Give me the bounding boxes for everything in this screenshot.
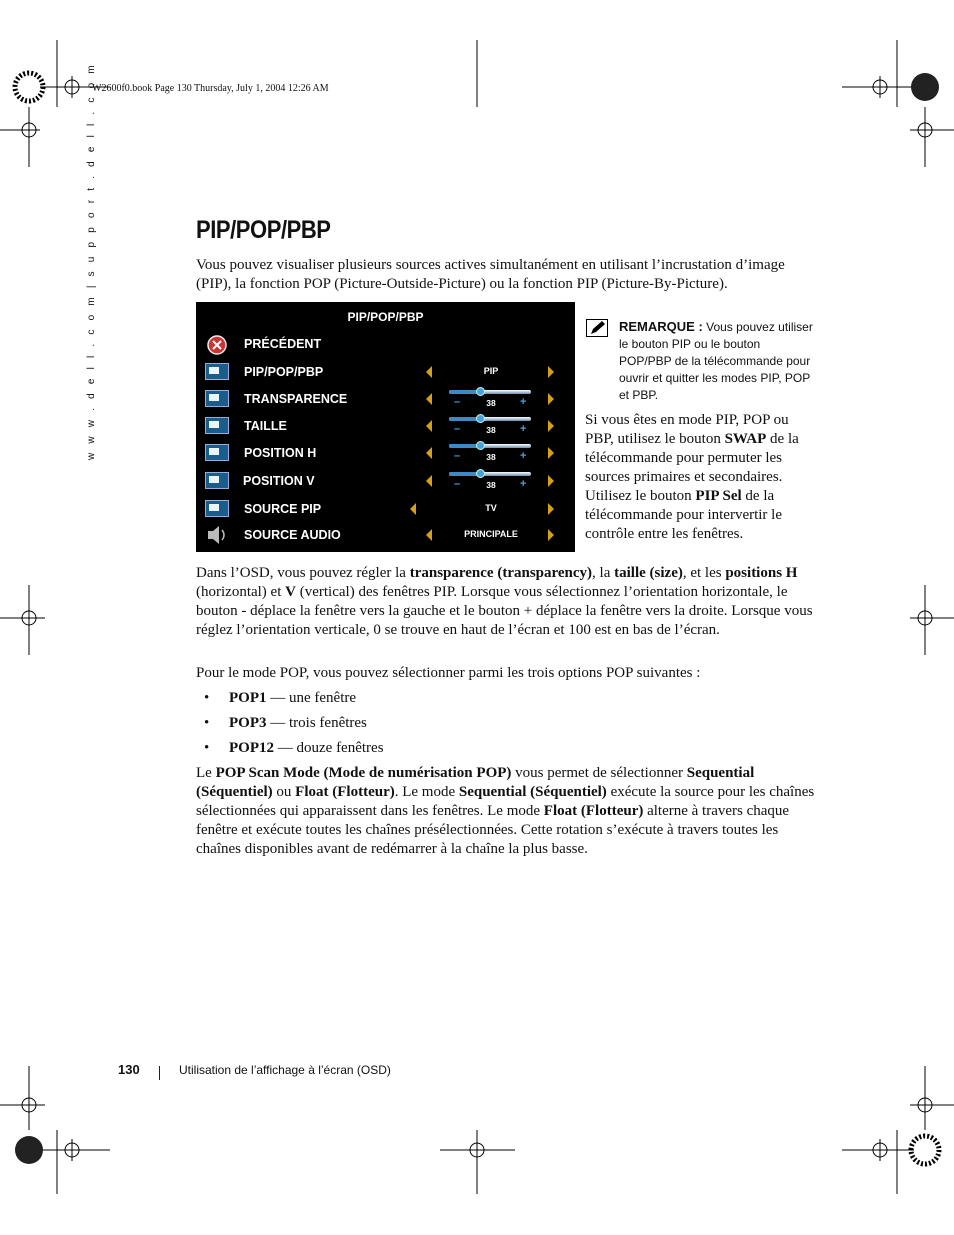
side-url: w w w . d e l l . c o m | s u p p o r t . d e l l . c o m	[86, 62, 97, 460]
bullet-icon: •	[204, 740, 210, 756]
osd-header: PIP/POP/PBP	[347, 310, 424, 324]
right-arrow-icon	[548, 503, 554, 515]
osd-label: PRÉCÉDENT	[244, 337, 322, 351]
bold-span: Float (Flotteur)	[543, 803, 644, 819]
text-span: exécute la source pour les chaînes sélectionnées qui apparaissent dans les fenêtres. Le mode	[196, 784, 815, 819]
pop-scan-paragraph	[196, 764, 816, 859]
plus-icon: +	[520, 450, 527, 462]
plus-icon: +	[520, 396, 527, 408]
text-span: , et les	[682, 565, 726, 581]
pop-mode-paragraph: Pour le mode POP, vous pouvez sélectionner parmi les trois options POP suivantes :	[196, 665, 701, 681]
transparency-icon	[205, 390, 229, 407]
note-label: REMARQUE :	[619, 319, 703, 334]
osd-row-source-audio	[196, 523, 575, 549]
footer-divider	[159, 1066, 160, 1080]
source-pip-icon	[205, 500, 229, 517]
text-span: Si vous êtes en mode PIP, POP ou PBP, utilisez le bouton	[585, 412, 789, 447]
osd-slider-value: 38	[486, 398, 496, 408]
note-body: Vous pouvez utiliser le bouton PIP ou le bouton POP/PBP de la télécommande pour ouvrir et quitter les modes PIP, POP et PBP.	[619, 320, 813, 402]
osd-row-pip-mode	[196, 360, 575, 386]
osd-slider	[449, 444, 531, 448]
bold-span: Sequential (Séquentiel)	[196, 765, 755, 800]
left-arrow-icon	[426, 529, 432, 541]
bold-span: POP12	[229, 740, 274, 756]
text-span: vous permet de sélectionner	[511, 765, 687, 781]
bold-span: POP Scan Mode (Mode de numérisation POP)	[215, 765, 512, 781]
osd-slider	[449, 390, 531, 394]
file-header-info: W2600f0.book Page 130 Thursday, July 1, 2004 12:26 AM	[92, 83, 329, 94]
bold-span: positions H	[725, 565, 798, 581]
osd-row-transparency	[196, 387, 575, 413]
right-arrow-icon	[548, 420, 554, 432]
note-text	[619, 318, 814, 404]
osd-slider	[449, 472, 531, 476]
bullet-icon: •	[204, 715, 210, 731]
text-span: de la télécommande pour permuter les sources primaires et secondaires. Utilisez le bouton	[585, 431, 799, 504]
pip-icon	[205, 363, 229, 380]
speaker-icon	[205, 523, 229, 547]
osd-adjust-paragraph	[196, 564, 816, 640]
bold-span: PIP Sel	[695, 488, 742, 504]
plus-icon: +	[520, 478, 527, 490]
page-title: PIP/POP/PBP	[196, 216, 331, 244]
minus-icon: –	[454, 478, 461, 490]
osd-row-position-v	[196, 469, 575, 495]
text-span: ou	[272, 784, 296, 800]
bold-span: POP1	[229, 690, 267, 706]
osd-label: TAILLE	[244, 419, 287, 433]
bold-span: Sequential (Séquentiel)	[458, 784, 607, 800]
osd-value: PIP	[483, 366, 499, 376]
osd-label: POSITION V	[243, 474, 315, 488]
minus-icon: –	[454, 423, 461, 435]
osd-label: SOURCE PIP	[244, 502, 322, 516]
osd-row-size	[196, 414, 575, 440]
osd-label: PIP/POP/PBP	[244, 365, 324, 379]
osd-slider-value: 38	[486, 452, 496, 462]
position-v-icon	[205, 472, 229, 489]
text-span: — une fenêtre	[266, 690, 357, 706]
osd-slider-value: 38	[486, 480, 496, 490]
bold-span: transparence (transparency)	[409, 565, 593, 581]
right-arrow-icon	[548, 475, 554, 487]
osd-label: TRANSPARENCE	[244, 392, 348, 406]
text-span: , la	[592, 565, 615, 581]
osd-slider-value: 38	[486, 425, 496, 435]
text-span: de la télécommande pour intervertir le contrôle entre les fenêtres.	[585, 488, 782, 542]
osd-row-position-h	[196, 441, 575, 467]
osd-label: POSITION H	[244, 446, 317, 460]
size-icon	[205, 417, 229, 434]
position-h-icon	[205, 444, 229, 461]
bullet-icon: •	[204, 690, 210, 706]
text-span: Le	[196, 765, 216, 781]
left-arrow-icon	[426, 366, 432, 378]
bold-span: Float (Flotteur)	[295, 784, 395, 800]
side-paragraph	[585, 411, 813, 544]
osd-menu	[196, 302, 575, 552]
left-arrow-icon	[426, 475, 432, 487]
minus-icon: –	[454, 450, 461, 462]
note-pencil-icon	[586, 319, 608, 337]
bold-span: taille (size)	[614, 565, 683, 581]
osd-label: SOURCE AUDIO	[244, 528, 341, 542]
minus-icon: –	[454, 396, 461, 408]
footer-section-title: Utilisation de l’affichage à l’écran (OSD)	[179, 1063, 391, 1077]
bold-span: V	[285, 584, 296, 600]
text-span: — douze fenêtres	[274, 740, 384, 756]
right-arrow-icon	[548, 529, 554, 541]
left-arrow-icon	[426, 447, 432, 459]
page-number: 130	[118, 1062, 140, 1077]
osd-value: TV	[485, 503, 497, 513]
bold-span: POP3	[229, 715, 267, 731]
osd-slider	[449, 417, 531, 421]
back-icon	[205, 334, 229, 356]
bold-span: SWAP	[724, 431, 767, 447]
right-arrow-icon	[548, 366, 554, 378]
left-arrow-icon	[426, 393, 432, 405]
osd-value: PRINCIPALE	[464, 529, 518, 539]
text-span: alterne à travers chaque fenêtre et exécute toutes les chaînes présélectionnées. Cette rotation s’exécute à travers toutes les chaînes disponibles avant de redémarrer à la chaîne la plus basse.	[196, 803, 790, 857]
left-arrow-icon	[426, 420, 432, 432]
osd-row-source-pip	[196, 497, 575, 523]
right-arrow-icon	[548, 393, 554, 405]
text-span: (horizontal) et	[196, 584, 286, 600]
osd-row-back	[196, 332, 575, 358]
right-arrow-icon	[548, 447, 554, 459]
text-span: — trois fenêtres	[266, 715, 367, 731]
intro-paragraph: Vous pouvez visualiser plusieurs sources actives simultanément en utilisant l’incrustation d’image (PIP), la fonction POP (Picture-Outside-Picture) ou la fonction PIP (Picture-By-Picture).	[196, 257, 785, 292]
text-span: . Le mode	[394, 784, 459, 800]
left-arrow-icon	[410, 503, 416, 515]
text-span: (vertical) des fenêtres PIP. Lorsque vous sélectionnez l’orientation horizontale, le bouton - déplace la fenêtre vers la gauche et le bouton + déplace la fenêtre vers la droite. Lorsque vous réglez l’orientation verticale, 0 se trouve en haut de l’écran et 100 est en bas de l’écran.	[196, 584, 813, 638]
plus-icon: +	[520, 423, 527, 435]
text-span: Dans l’OSD, vous pouvez régler la	[196, 565, 410, 581]
